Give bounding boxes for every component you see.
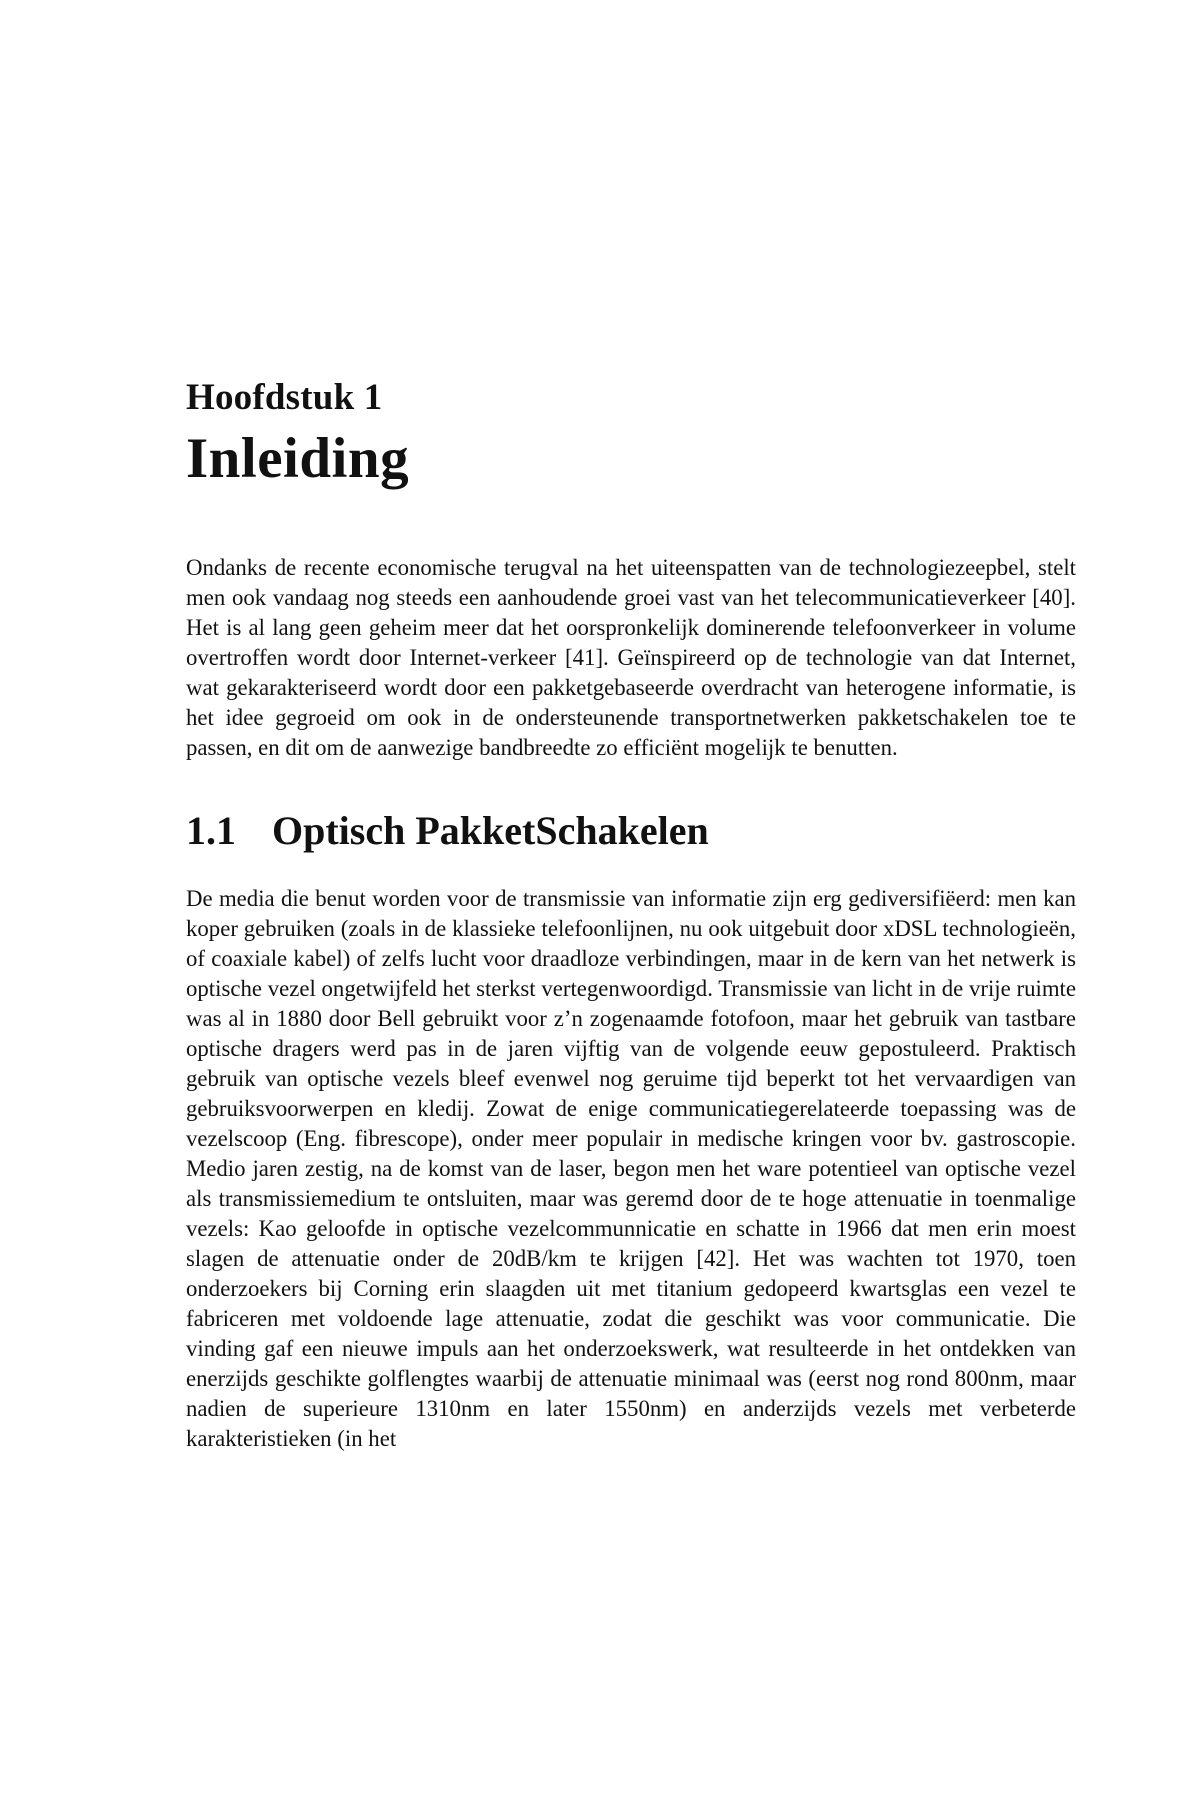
page-content [186, 376, 1076, 1454]
section-number: 1.1 [186, 808, 236, 854]
section-title: Optisch PakketSchakelen [272, 808, 709, 854]
intro-paragraph: Ondanks de recente economische terugval na het uiteenspatten van de technologiezeepbel, stelt men ook vandaag nog steeds een aanhoudende groei vast van het telecommunicatieverkeer [40]. Het is al lang geen geheim meer dat het oorspronkelijk dominerende telefoonverkeer in volume overtroffen wordt door Internet-verkeer [41]. Geïnspireerd op de technologie van dat Internet, wat gekarakteriseerd wordt door een pakketgebaseerde overdracht van heterogene informatie, is het idee gegroeid om ook in de ondersteunende transportnetwerken pakketschakelen toe te passen, en dit om de aanwezige bandbreedte zo efficiënt mogelijk te benutten. [186, 555, 1076, 761]
section-paragraph: De media die benut worden voor de transmissie van informatie zijn erg gediversifiëerd: men kan koper gebruiken (zoals in de klassieke telefoonlijnen, nu ook uitgebuit door xDSL technologieën, of coaxiale kabel) of zelfs lucht voor draadloze verbindingen, maar in de kern van het netwerk is optische vezel ongetwijfeld het sterkst vertegenwoordigd. Transmissie van licht in de vrije ruimte was al in 1880 door Bell gebruikt voor z’n zogenaamde fotofoon, maar het gebruik van tastbare optische dragers werd pas in de jaren vijftig van de volgende eeuw gepostuleerd. Praktisch gebruik van optische vezels bleef evenwel nog geruime tijd beperkt tot het vervaardigen van gebruiksvoorwerpen en kledij. Zowat de enige communicatiegerelateerde toepassing was de vezelscoop (Eng. fibrescope), onder meer populair in medische kringen voor bv. gastroscopie. Medio jaren zestig, na de komst van de laser, begon men het ware potentieel van optische vezel als transmissiemedium te ontsluiten, maar was geremd door de te hoge attenuatie in toenmalige vezels: Kao geloofde in optische vezelcommunnicatie en schatte in 1966 dat men erin moest slagen de attenuatie onder de 20dB/km te krijgen [42]. Het was wachten tot 1970, toen onderzoekers bij Corning erin slaagden uit met titanium gedopeerd kwartsglas een vezel te fabriceren met voldoende lage attenuatie, zodat die geschikt was voor communicatie. Die vinding gaf een nieuwe impuls aan het onderzoekswerk, wat resulteerde in het ontdekken van enerzijds geschikte golflengtes waarbij de attenuatie minimaal was (eerst nog rond 800nm, maar nadien de superieure 1310nm en later 1550nm) en anderzijds vezels met verbeterde karakteristieken (in het [186, 886, 1076, 1452]
chapter-title: Inleiding [186, 426, 410, 490]
section-heading [186, 808, 1076, 854]
chapter-label: Hoofdstuk 1 [186, 377, 383, 418]
